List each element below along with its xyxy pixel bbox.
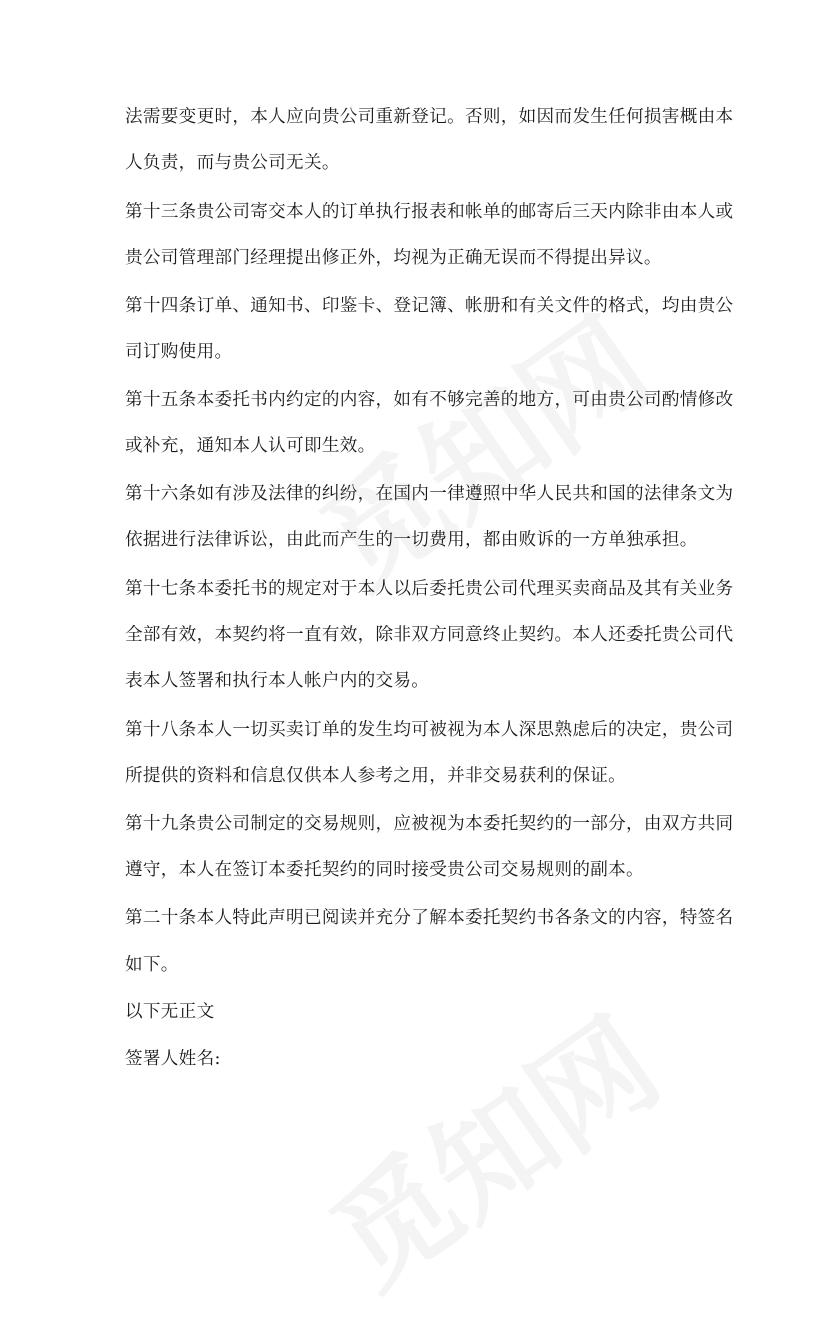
signer-name-label: 签署人姓名: — [125, 1049, 221, 1069]
paragraph-line: 第二十条本人特此声明已阅读并充分了解本委托契约书各条文的内容，特签名 — [125, 908, 734, 928]
paragraph-line: 第十六条如有涉及法律的纠纷，在国内一律遵照中华人民共和国的法律条文为 — [125, 484, 734, 504]
paragraph-line: 以下无正文 — [125, 1002, 215, 1022]
paragraph-line: 第十九条贵公司制定的交易规则，应被视为本委托契约的一部分，由双方共同 — [125, 814, 734, 834]
paragraph-line: 或补充，通知本人认可即生效。 — [125, 436, 376, 456]
paragraph-line: 遵守，本人在签订本委托契约的同时接受贵公司交易规则的副本。 — [125, 860, 644, 880]
watermark — [293, 972, 687, 1319]
paragraph-line: 表本人签署和执行本人帐户内的交易。 — [125, 671, 430, 691]
paragraph-line: 法需要变更时，本人应向贵公司重新登记。否则，如因而发生任何损害概由本 — [125, 107, 734, 127]
paragraph-line: 第十四条订单、通知书、印鉴卡、登记簿、帐册和有关文件的格式，均由贵公 — [125, 296, 734, 316]
paragraph-line: 人负责，而与贵公司无关。 — [125, 153, 340, 173]
paragraph-line: 第十三条贵公司寄交本人的订单执行报表和帐单的邮寄后三天内除非由本人或 — [125, 202, 734, 222]
paragraph-line: 第十七条本委托书的规定对于本人以后委托贵公司代理买卖商品及其有关业务 — [125, 579, 734, 599]
paragraph-line: 依据进行法律诉讼，由此而产生的一切费用，都由败诉的一方单独承担。 — [125, 530, 698, 550]
paragraph-line: 司订购使用。 — [125, 342, 233, 362]
paragraph-line: 第十八条本人一切买卖订单的发生均可被视为本人深思熟虑后的决定，贵公司 — [125, 720, 734, 740]
paragraph-line: 所提供的资料和信息仅供本人参考之用，并非交易获利的保证。 — [125, 766, 627, 786]
paragraph-line: 第十五条本委托书内约定的内容，如有不够完善的地方，可由贵公司酌情修改 — [125, 390, 734, 410]
paragraph-line: 贵公司管理部门经理提出修正外，均视为正确无误而不得提出异议。 — [125, 248, 662, 268]
paragraph-line: 如下。 — [125, 955, 179, 975]
paragraph-line: 全部有效，本契约将一直有效，除非双方同意终止契约。本人还委托贵公司代 — [125, 625, 734, 645]
